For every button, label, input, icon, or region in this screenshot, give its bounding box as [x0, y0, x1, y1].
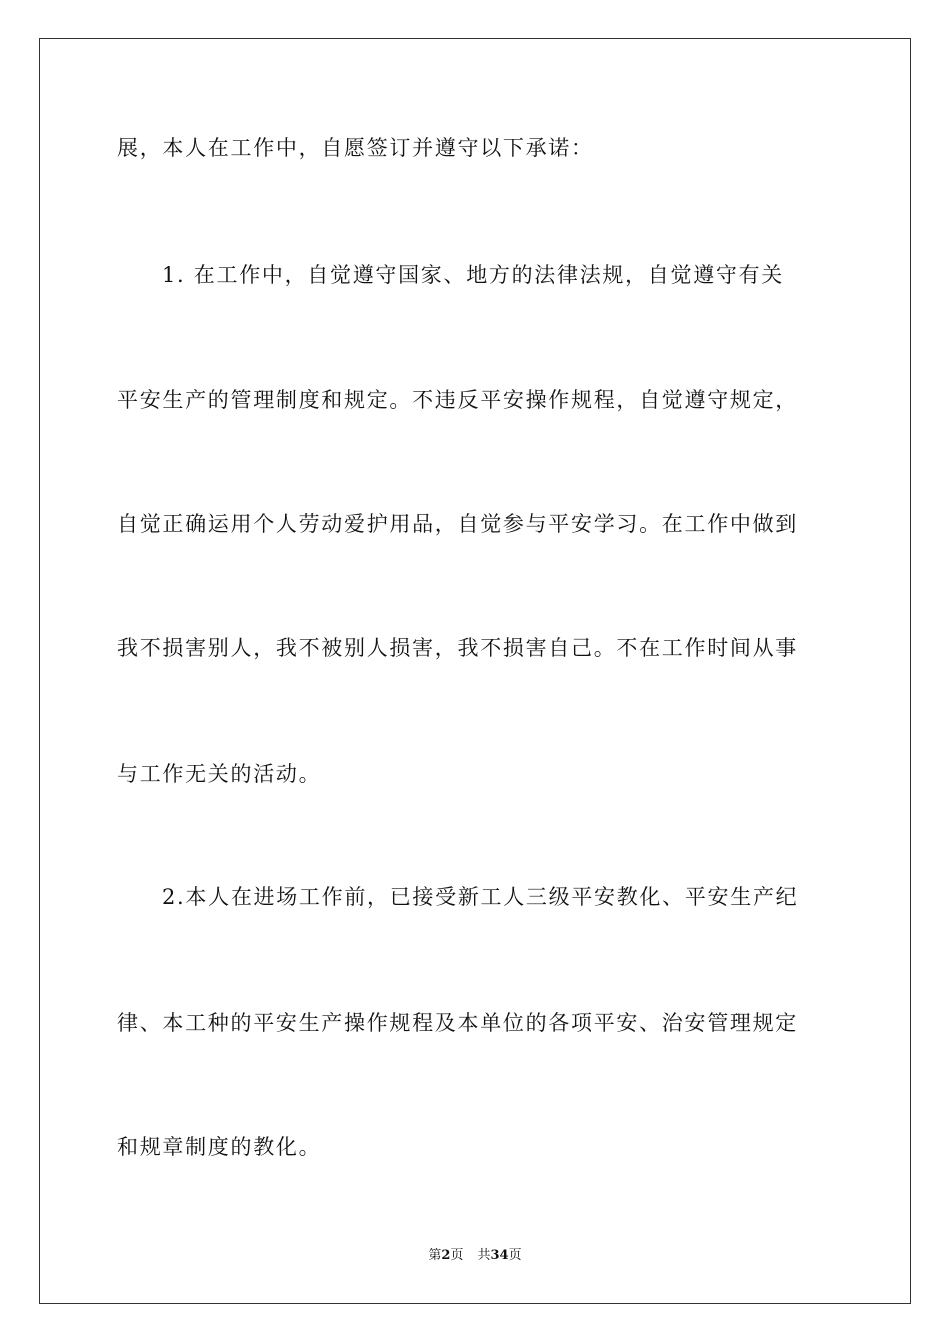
paragraph-line: 律、本工种的平安生产操作规程及本单位的各项平安、治安管理规定 [117, 1011, 798, 1035]
paragraph-line: 自觉正确运用个人劳动爱护用品，自觉参与平安学习。在工作中做到 [117, 512, 798, 536]
page-suffix: 页 [450, 1248, 464, 1263]
total-prefix: 共 [477, 1248, 491, 1263]
paragraph-line: 展，本人在工作中，自愿签订并遵守以下承诺： [117, 136, 594, 160]
paragraph-line: 2.本人在进场工作前，已接受新工人三级平安教化、平安生产纪 [162, 885, 799, 909]
page-border [39, 38, 911, 1304]
paragraph-line: 我不损害别人，我不被别人损害，我不损害自己。不在工作时间从事 [117, 636, 798, 660]
page-footer [0, 1247, 950, 1265]
paragraph-line: 1. 在工作中，自觉遵守国家、地方的法律法规，自觉遵守有关 [162, 263, 785, 287]
paragraph-line: 和规章制度的教化。 [117, 1135, 322, 1159]
total-suffix: 页 [508, 1248, 522, 1263]
paragraph-line: 平安生产的管理制度和规定。不违反平安操作规程，自觉遵守规定， [117, 388, 798, 412]
total-pages: 34 [490, 1248, 509, 1263]
page-number: 2 [441, 1248, 451, 1263]
page-prefix: 第 [428, 1248, 442, 1263]
paragraph-line: 与工作无关的活动。 [117, 762, 322, 786]
